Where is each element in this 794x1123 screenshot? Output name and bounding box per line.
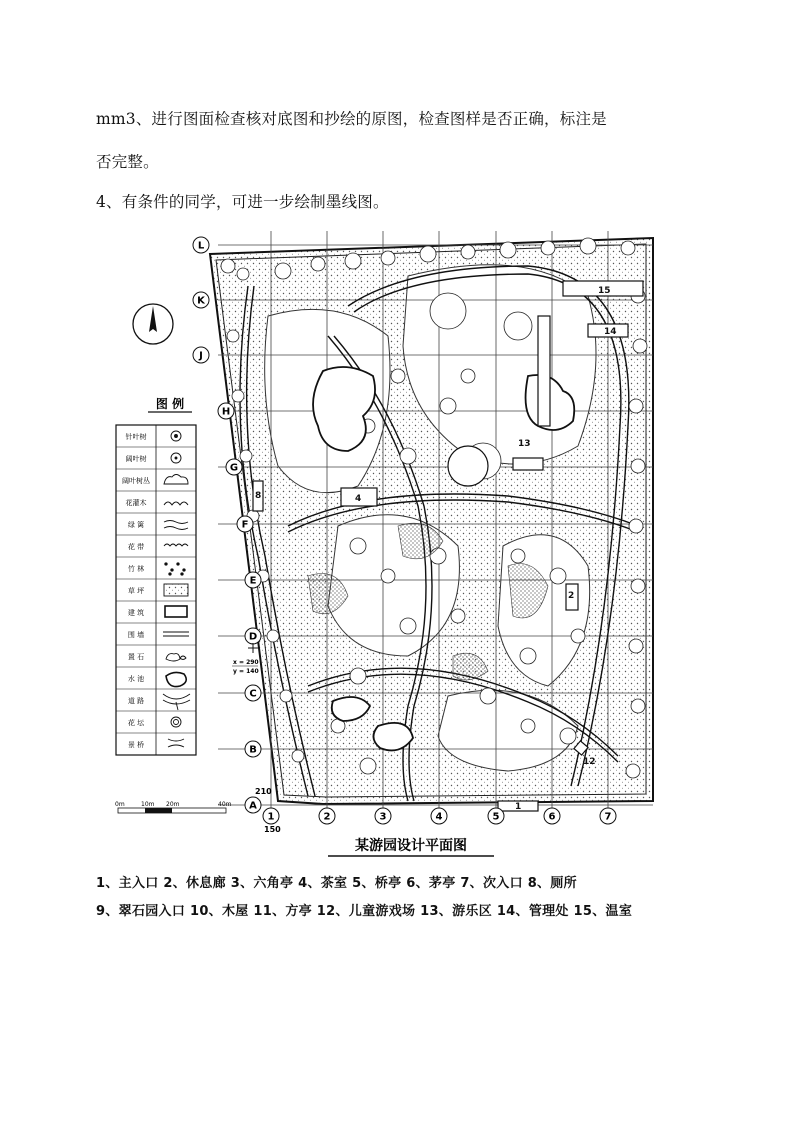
legend-label-bamboo: 竹 林 bbox=[127, 565, 145, 573]
origin-bottom-label: 150 bbox=[264, 825, 281, 834]
building-4-label: 4 bbox=[355, 494, 362, 504]
body-text-line-2: 否完整。 bbox=[96, 153, 159, 171]
svg-text:A: A bbox=[249, 800, 257, 812]
svg-text:7: 7 bbox=[604, 811, 612, 823]
building-13-label: 13 bbox=[518, 439, 531, 449]
svg-text:C: C bbox=[249, 688, 257, 700]
park-plan-drawing bbox=[108, 226, 668, 866]
legend-label-tree-cluster: 阔叶树丛 bbox=[122, 477, 150, 485]
svg-text:4: 4 bbox=[435, 811, 443, 823]
svg-text:K: K bbox=[197, 295, 205, 307]
svg-text:40m: 40m bbox=[218, 801, 232, 808]
coordinate-marker bbox=[232, 643, 259, 675]
body-text-line-1: mm3、进行图面检查核对底图和抄绘的原图，检查图样是否正确，标注是 bbox=[96, 110, 607, 128]
svg-text:1: 1 bbox=[267, 811, 275, 823]
svg-text:D: D bbox=[248, 631, 258, 643]
origin-top-label: 210 bbox=[255, 787, 272, 796]
plan-title: 某游园设计平面图 bbox=[355, 838, 467, 854]
body-text-line-3: 4、有条件的同学，可进一步绘制墨线图。 bbox=[96, 193, 389, 211]
north-arrow-icon bbox=[133, 304, 173, 344]
svg-text:J: J bbox=[199, 350, 203, 362]
legend-label-wall: 围 墙 bbox=[127, 631, 145, 639]
legend-label-building: 建 筑 bbox=[127, 609, 145, 617]
scale-bar bbox=[115, 801, 232, 813]
lawn-symbol-icon bbox=[164, 584, 188, 596]
legend-label-road: 道 路 bbox=[127, 697, 145, 705]
svg-text:E: E bbox=[249, 575, 257, 587]
svg-text:3: 3 bbox=[379, 811, 387, 823]
legend-label-pond: 水 池 bbox=[127, 675, 145, 683]
building-15-label: 15 bbox=[598, 286, 611, 296]
svg-text:L: L bbox=[197, 240, 205, 252]
svg-text:F: F bbox=[241, 519, 249, 531]
building-legend-line-2: 9、翠石园入口 10、木屋 11、方亭 12、儿童游戏场 13、游乐区 14、管理处 15、温室 bbox=[96, 904, 633, 919]
svg-text:0m: 0m bbox=[115, 801, 125, 808]
legend-table bbox=[116, 425, 196, 755]
building-1-label: 1 bbox=[515, 802, 522, 812]
legend-label-flower-bed: 花 坛 bbox=[127, 719, 145, 727]
building-2-label: 2 bbox=[568, 591, 575, 601]
svg-text:20m: 20m bbox=[166, 801, 180, 808]
legend-label-hedge: 绿 篱 bbox=[127, 521, 145, 529]
column-axis-labels bbox=[263, 808, 616, 824]
svg-text:H: H bbox=[221, 406, 231, 418]
svg-text:y = 140: y = 140 bbox=[233, 668, 259, 675]
svg-text:G: G bbox=[229, 462, 239, 474]
legend-label-bridge: 景 桥 bbox=[127, 741, 145, 749]
legend-title: 图 例 bbox=[155, 397, 185, 411]
legend-label-lawn: 草 坪 bbox=[127, 587, 145, 595]
building-legend-line-1: 1、主入口 2、休息廊 3、六角亭 4、茶室 5、桥亭 6、茅亭 7、次入口 8、厕所 bbox=[96, 876, 577, 891]
legend-label-conifer: 针叶树 bbox=[125, 433, 147, 441]
svg-text:6: 6 bbox=[548, 811, 556, 823]
legend-label-flower-belt: 花 带 bbox=[127, 543, 145, 551]
building-14-label: 14 bbox=[604, 327, 617, 337]
legend-label-broadleaf: 阔叶树 bbox=[125, 455, 147, 463]
svg-text:B: B bbox=[249, 744, 257, 756]
building-8-label: 8 bbox=[255, 491, 262, 501]
legend-label-flowering-shrub: 花灌木 bbox=[125, 499, 147, 507]
svg-text:2: 2 bbox=[323, 811, 331, 823]
svg-text:10m: 10m bbox=[141, 801, 155, 808]
building-12-label: 12 bbox=[583, 757, 596, 767]
svg-text:5: 5 bbox=[492, 811, 500, 823]
legend-label-rock: 置 石 bbox=[127, 653, 145, 661]
svg-text:x = 290: x = 290 bbox=[233, 659, 259, 666]
